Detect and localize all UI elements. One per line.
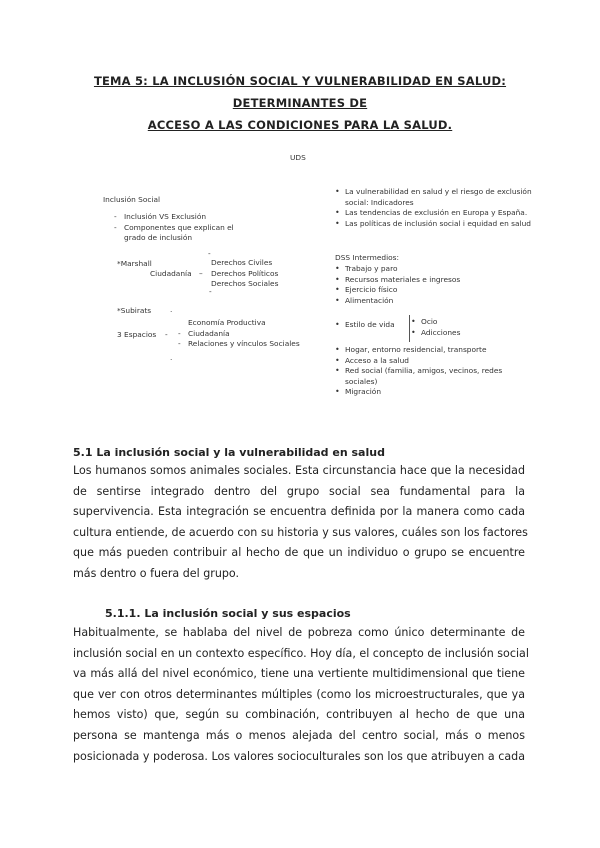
paragraph-line: Habitualmente, se hablaba del nivel de pobreza como único determinante de [73, 626, 525, 639]
diagram-dss-list [335, 264, 460, 306]
diagram-estilo-list [411, 317, 460, 338]
list-item: Economía Productiva [188, 318, 266, 327]
paragraph-line: inclusión social en un contexto específico. Hoy día, el concepto de inclusión social [73, 646, 529, 660]
list-item: • Alimentación [335, 296, 460, 307]
diagram-ciudadania-label: Ciudadanía [150, 269, 192, 278]
diagram-espacios-label: 3 Espacios [117, 330, 157, 339]
list-item: • Recursos materiales e ingresos [335, 275, 460, 286]
list-item: • Acceso a la salud [335, 356, 502, 367]
paragraph-line: hemos visto) que, según su combinación, contribuyen al hecho de que una [73, 708, 525, 722]
list-item: • Migración [335, 387, 502, 398]
diagram-more-list [335, 345, 502, 398]
list-item: - Relaciones y vínculos Sociales [178, 339, 300, 350]
list-item: • Ocio [411, 317, 460, 328]
list-item: • Adicciones [411, 328, 460, 339]
title-line-2: ACCESO A LAS CONDICIONES PARA LA SALUD. [147, 118, 453, 132]
list-item: • Las tendencias de exclusión en Europa y España. [335, 208, 532, 219]
section-paragraph [73, 461, 528, 585]
list-item: Derechos Civiles [211, 258, 273, 267]
page-title [60, 70, 540, 136]
list-item: • La vulnerabilidad en salud y el riesgo de exclusión [335, 187, 532, 198]
diagram-estilo-label [335, 320, 395, 331]
list-item: • Trabajo y paro [335, 264, 460, 275]
list-item: Derechos Sociales [211, 279, 279, 289]
diagram-uds-label: UDS [290, 153, 306, 162]
diagram-dash: . [170, 305, 173, 314]
paragraph-line: que más pueden contribuir al hecho de que un individuo o grupo se encuentre [73, 546, 525, 560]
diagram-dss-heading: DSS Intermedios: [335, 253, 399, 262]
list-item: - Ciudadanía [178, 329, 300, 340]
list-item: • Red social (familia, amigos, vecinos, redes [335, 366, 502, 377]
list-item: • Las políticas de inclusión social i equidad en salud [335, 219, 532, 230]
diagram-dash: - [209, 287, 212, 296]
diagram-marshall-label: *Marshall [117, 259, 152, 268]
paragraph-line: va más allá del nivel económico, tiene una vertiente multidimensional que tiene [73, 667, 525, 681]
diagram-dash: - [208, 249, 211, 258]
list-item: - Componentes que explican el [114, 223, 234, 234]
diagram-inclusion-list [114, 212, 234, 244]
diagram-dash: . [170, 353, 173, 362]
diagram-brace [409, 315, 410, 342]
list-item: • Ejercicio físico [335, 285, 460, 296]
paragraph-line: supervivencia. Esta integración se encuentra definida por la manera como cada [73, 505, 525, 519]
paragraph-line: más dentro o fuera del grupo. [73, 566, 240, 580]
list-item: • Hogar, entorno residencial, transporte [335, 345, 502, 356]
diagram-derechos-list [211, 258, 278, 290]
diagram-dash: – [199, 269, 203, 278]
paragraph-line: posicionada y poderosa. Los valores socioculturales son los que atribuyen a cada [73, 749, 525, 763]
paragraph-line: que ver con otros determinantes múltiples (como los microestructurales, que ya [73, 687, 525, 701]
list-item: grado de inclusión [124, 233, 193, 243]
section-heading: 5.1 La inclusión social y la vulnerabilidad en salud [73, 446, 385, 459]
list-item: social: Indicadores [345, 197, 414, 207]
diagram-subirats-label: *Subirats [117, 306, 152, 315]
diagram-right-top-list [335, 187, 532, 229]
diagram-dash: - [165, 330, 168, 339]
diagram-inclusion-heading: Inclusión Social [103, 195, 161, 204]
diagram-espacios-list [178, 318, 300, 350]
list-item: • Estilo de vida [335, 320, 395, 331]
paragraph-line: Los humanos somos animales sociales. Esta circunstancia hace que la necesidad [73, 464, 525, 477]
title-line-1: TEMA 5: LA INCLUSIÓN SOCIAL Y VULNERABILIDAD EN SALUD: DETERMINANTES DE [93, 74, 507, 110]
subsection-heading: 5.1.1. La inclusión social y sus espacios [105, 607, 351, 620]
paragraph-line: persona se mantenga más o menos alejada del centro social, más o menos [73, 728, 525, 742]
subsection-paragraph [73, 623, 529, 767]
list-item: Derechos Políticos [211, 268, 279, 278]
list-item: sociales) [345, 376, 378, 386]
list-item: - Inclusión VS Exclusión [114, 212, 234, 223]
paragraph-line: cultura entiende, de acuerdo con su historia y sus valores, cuáles son los factores [73, 525, 528, 539]
paragraph-line: de sentirse integrado dentro del grupo social sea fundamental para la [73, 484, 525, 498]
